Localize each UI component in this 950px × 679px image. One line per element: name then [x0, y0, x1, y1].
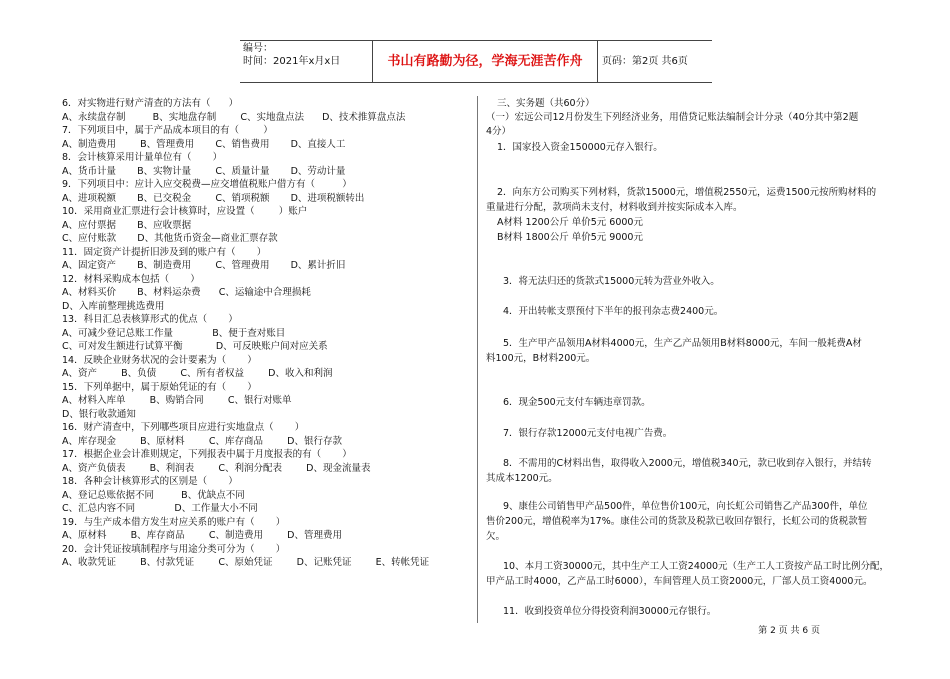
- question-line: A、可减少登记总账工作量 B、便于查对账目: [62, 327, 286, 339]
- question-line: A、材料入库单 B、购销合同 C、银行对账单: [62, 395, 292, 406]
- question-line: 6．对实物进行财产清查的方法有（ ）: [62, 98, 239, 109]
- question-9-line-3: 欠。: [486, 531, 506, 542]
- question-line: 14．反映企业财务状况的会计要素为（ ）: [62, 354, 257, 366]
- header-motto: 书山有路勤为径，学海无涯苦作舟: [372, 41, 598, 82]
- question-5-line-1: 5．生产甲产品领用A材料4000元，生产乙产品领用B材料8000元，车间一般耗费A材: [503, 338, 862, 349]
- question-line: A、固定资产 B、制造费用 C、管理费用 D、累计折旧: [62, 260, 346, 271]
- question-line: C、汇总内容不同 D、工作量大小不同: [62, 503, 258, 514]
- question-line: A、登记总账依据不同 B、优缺点不同: [62, 489, 245, 501]
- question-line: C、应付账款 D、其他货币资金—商业汇票存款: [62, 233, 278, 244]
- question-line: 19．与生产成本借方发生对应关系的账户有（ ）: [62, 516, 286, 528]
- question-line: A、原材料 B、库存商品 C、制造费用 D、管理费用: [62, 530, 342, 541]
- question-6: 6．现金500元支付车辆违章罚款。: [503, 397, 651, 408]
- question-line: A、资产负债表 B、利润表 C、利润分配表 D、现金流量表: [62, 462, 371, 474]
- question-line: A、进项税额 B、已交税金 C、销项税额 D、进项税额转出: [62, 192, 365, 204]
- question-line: 11．固定资产计提折旧涉及到的账户有（ ）: [62, 246, 267, 258]
- question-line: A、货币计量 B、实物计量 C、质量计量 D、劳动计量: [62, 165, 346, 177]
- intro-line-2: 4分）: [486, 126, 512, 137]
- question-line: 20．会计凭证按填制程序与用途分类可分为（ ）: [62, 543, 286, 555]
- question-2-line-4: B材料 1800公斤 单价5元 9000元: [497, 232, 643, 243]
- question-5-line-2: 料100元，B材料200元。: [486, 353, 596, 364]
- header-page-label: 页码：第2页 共6页: [602, 56, 688, 67]
- question-line: A、库存现金 B、原材料 C、库存商品 D、银行存款: [62, 435, 342, 447]
- question-10-line-1: 10、本月工资30000元，其中生产工人工资24000元（生产工人工资按产品工时比例分配，: [503, 561, 890, 572]
- question-line: D、银行收款通知: [62, 408, 136, 420]
- intro-line-1: （一）宏远公司12月份发生下列经济业务，用借贷记账法编制会计分录（40分其中第2题: [486, 112, 859, 123]
- question-3: 3．将无法归还的货款式15000元转为营业外收入。: [503, 276, 720, 287]
- question-line: 8．会计核算采用计量单位有（ ）: [62, 152, 223, 163]
- question-line: A、收款凭证 B、付款凭证 C、原始凭证 D、记账凭证 E、转帐凭证: [62, 557, 430, 568]
- question-line: A、永续盘存制 B、实地盘存制 C、实地盘点法 D、技术推算盘点法: [62, 111, 406, 123]
- question-9-line-2: 售价200元，增值税率为17%。康佳公司的货款及税款已收回存银行，长虹公司的货税款暂: [486, 516, 868, 527]
- question-7: 7．银行存款12000元支付电视广告费。: [503, 428, 673, 439]
- question-line: 7．下列项目中，属于产品成本项目的有（ ）: [62, 125, 273, 136]
- question-8-line-2: 其成本1200元。: [486, 473, 558, 484]
- question-line: 18．各种会计核算形式的区别是（ ）: [62, 476, 238, 487]
- question-1: 1．国家投入资金150000元存入银行。: [497, 142, 663, 153]
- header-meta: [243, 42, 340, 68]
- question-line: 17．根据企业会计准则规定，下列报表中属于月度报表的有（ ）: [62, 449, 352, 460]
- column-divider: [477, 96, 478, 623]
- number-label: 编号：: [243, 43, 273, 54]
- left-column-questions: [62, 97, 462, 570]
- page-header: [240, 40, 712, 83]
- question-line: C、可对发生额进行试算平衡 D、可反映账户间对应关系: [62, 341, 328, 352]
- question-line: A、资产 B、负债 C、所有者权益 D、收入和利润: [62, 368, 333, 379]
- question-line: 13．科目汇总表核算形式的优点（ ）: [62, 314, 238, 325]
- question-2-line-2: 重量进行分配，款项尚未支付，材料收到并按实际成本入库。: [486, 202, 743, 213]
- question-10-line-2: 甲产品工时4000，乙产品工时6000），车间管理人员工资2000元，厂部人员工资4000元。: [486, 576, 873, 587]
- section-title: 三、实务题（共60分）: [497, 98, 595, 109]
- question-line: 16．财产清查中，下列哪些项目应进行实地盘点（ ）: [62, 422, 305, 433]
- question-line: 15．下列单据中，属于原始凭证的有（ ）: [62, 381, 257, 393]
- question-9-line-1: 9、康佳公司销售甲产品500件，单位售价100元，向长虹公司销售乙产品300件，单位: [503, 501, 868, 512]
- time-label: 时间：2021年x月x日: [243, 56, 341, 67]
- question-line: 10．采用商业汇票进行会计核算时，应设置（ ）账户: [62, 206, 308, 217]
- question-8-line-1: 8．不需用的C材料出售，取得收入2000元，增值税340元，款已收到存入银行，并结转: [503, 458, 872, 469]
- question-2-line-1: 2．向东方公司购买下列材料，货款15000元，增值税2550元，运费1500元按所购材料的: [497, 187, 877, 198]
- question-11: 11．收到投资单位分得投资利润30000元存银行。: [503, 606, 717, 617]
- question-line: 12．材料采购成本包括（ ）: [62, 273, 200, 285]
- page-footer: 第 2 页 共 6 页: [758, 626, 820, 636]
- question-2-line-3: A材料 1200公斤 单价5元 6000元: [497, 217, 643, 228]
- question-line: A、材料买价 B、材料运杂费 C、运输途中合理损耗: [62, 287, 311, 298]
- question-line: A、制造费用 B、管理费用 C、销售费用 D、直接人工: [62, 138, 346, 150]
- question-line: D、入库前整理挑选费用: [62, 300, 165, 312]
- question-line: A、应付票据 B、应收票据: [62, 219, 192, 231]
- question-4: 4．开出转帐支票预付下半年的报刊杂志费2400元。: [503, 306, 724, 317]
- question-line: 9．下列项目中：应计入应交税费—应交增值税账户借方有（ ）: [62, 179, 352, 190]
